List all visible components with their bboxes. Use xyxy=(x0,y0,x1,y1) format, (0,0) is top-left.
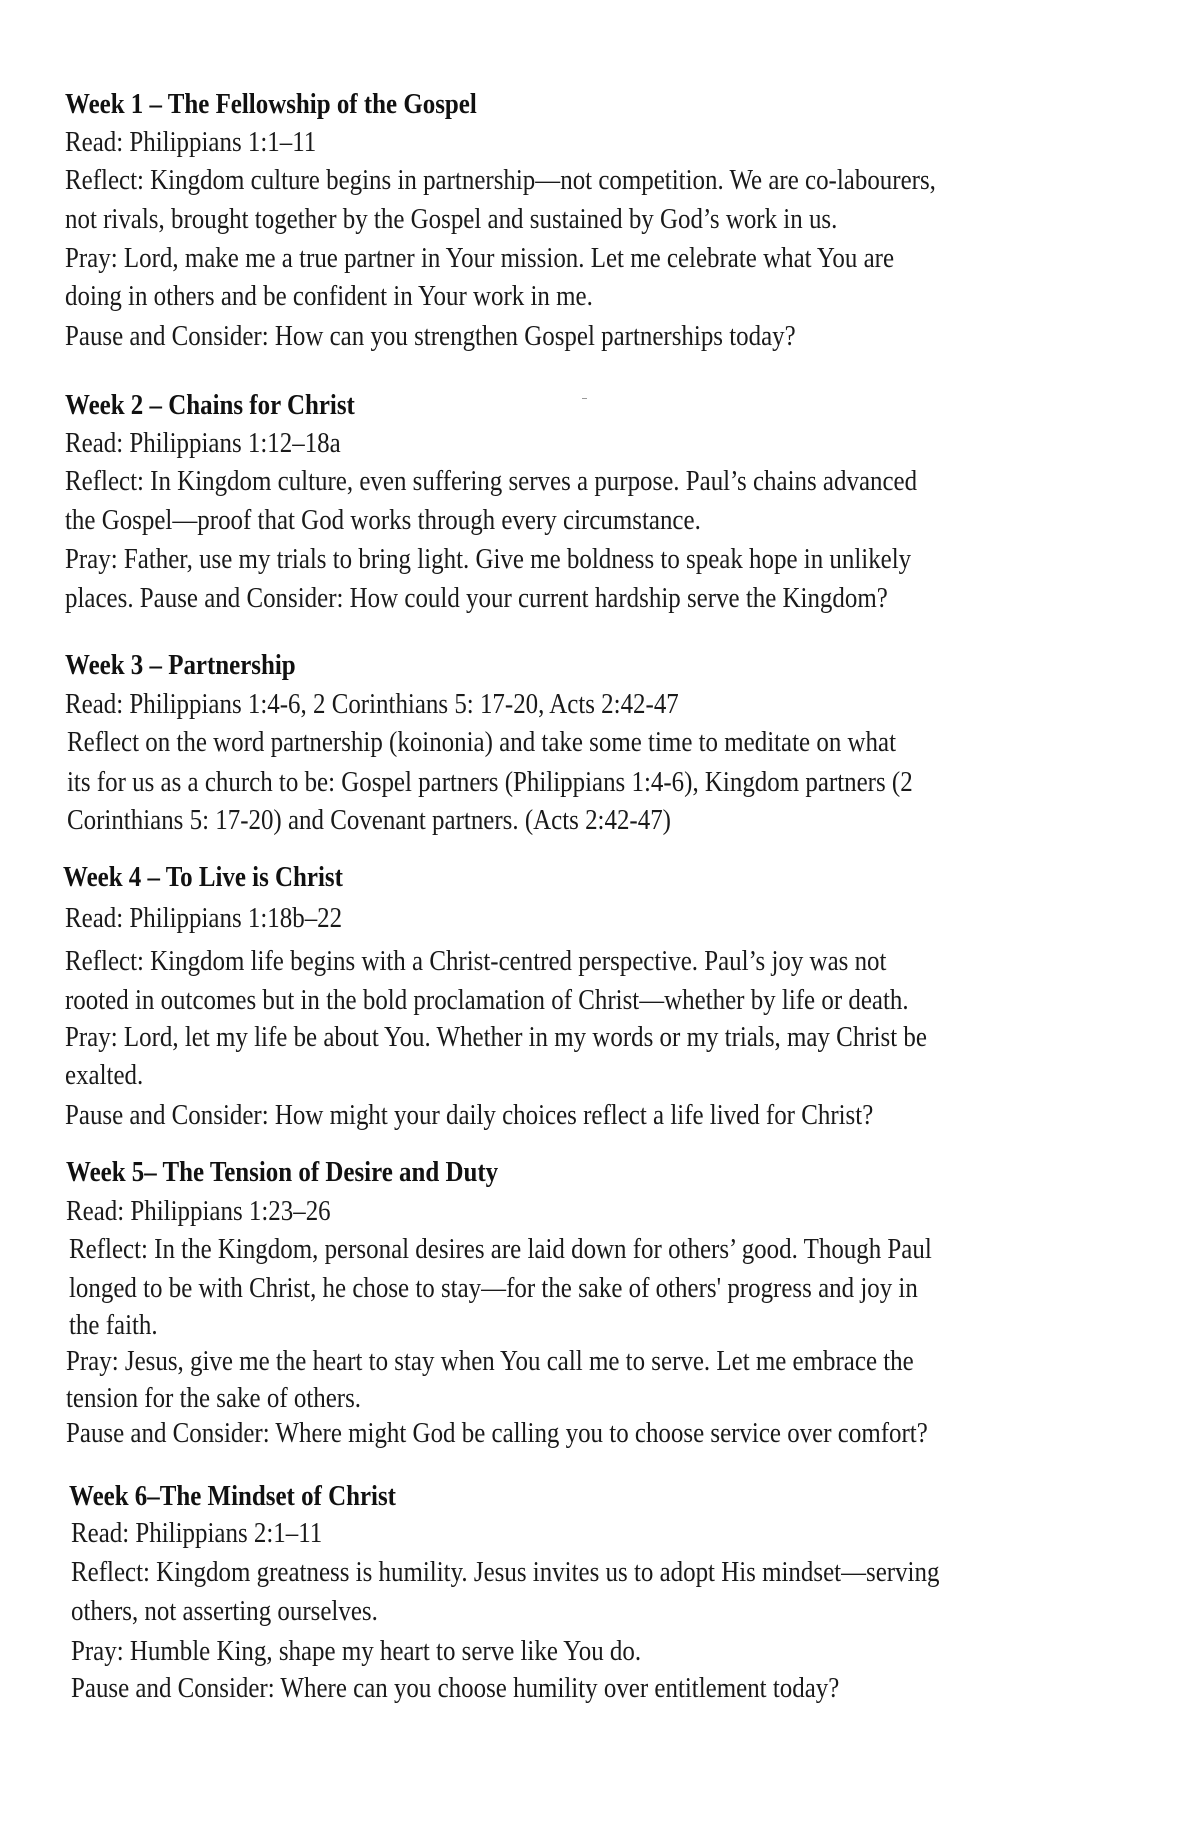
reflect-line: Reflect on the word partnership (koinonia) and take some time to meditate on what xyxy=(67,726,897,758)
read-line: Read: Philippians 1:18b–22 xyxy=(65,902,343,934)
week-heading: Week 6–The Mindset of Christ xyxy=(69,1480,396,1512)
week-heading: Week 1 – The Fellowship of the Gospel xyxy=(65,88,477,120)
read-line: Read: Philippians 2:1–11 xyxy=(71,1517,323,1549)
reflect-line: rooted in outcomes but in the bold proclamation of Christ—whether by life or death. xyxy=(65,984,909,1016)
reflect-line: Reflect: In the Kingdom, personal desires are laid down for others’ good. Though Paul xyxy=(69,1233,932,1265)
reflect-line: the Gospel—proof that God works through every circumstance. xyxy=(65,504,701,536)
read-line: Read: Philippians 1:1–11 xyxy=(65,126,317,158)
reflect-line: Corinthians 5: 17-20) and Covenant partners. (Acts 2:42-47) xyxy=(67,804,671,836)
reflect-line: Reflect: Kingdom life begins with a Christ-centred perspective. Paul’s joy was not xyxy=(65,945,887,977)
reflect-line: Reflect: Kingdom greatness is humility. Jesus invites us to adopt His mindset—serving xyxy=(71,1556,940,1588)
pray-line: Pray: Humble King, shape my heart to serve like You do. xyxy=(71,1635,642,1667)
pray-line: exalted. xyxy=(65,1059,144,1091)
consider-line: Pause and Consider: Where might God be calling you to choose service over comfort? xyxy=(66,1417,928,1449)
consider-line: Pause and Consider: How might your daily choices reflect a life lived for Christ? xyxy=(65,1099,874,1131)
consider-line: Pause and Consider: How can you strengthen Gospel partnerships today? xyxy=(65,320,796,352)
reflect-line: Reflect: In Kingdom culture, even suffering serves a purpose. Paul’s chains advanced xyxy=(65,465,918,497)
reflect-line: the faith. xyxy=(69,1309,158,1341)
reflect-line: its for us as a church to be: Gospel partners (Philippians 1:4-6), Kingdom partners (2 xyxy=(67,766,913,798)
pray-line: Pray: Father, use my trials to bring light. Give me boldness to speak hope in unlikely xyxy=(65,543,912,575)
reflect-line: Reflect: Kingdom culture begins in partnership—not competition. We are co-labourers, xyxy=(65,164,936,196)
pray-line: tension for the sake of others. xyxy=(66,1382,362,1414)
stray-mark xyxy=(582,398,587,399)
read-line: Read: Philippians 1:12–18a xyxy=(65,427,341,459)
pray-line: Pray: Jesus, give me the heart to stay when You call me to serve. Let me embrace the xyxy=(66,1345,914,1377)
pray-line: Pray: Lord, make me a true partner in Your mission. Let me celebrate what You are xyxy=(65,242,895,274)
pray-line: places. Pause and Consider: How could your current hardship serve the Kingdom? xyxy=(65,582,888,614)
read-line: Read: Philippians 1:4-6, 2 Corinthians 5: 17-20, Acts 2:42-47 xyxy=(65,688,679,720)
pray-line: Pray: Lord, let my life be about You. Whether in my words or my trials, may Christ be xyxy=(65,1021,927,1053)
reflect-line: not rivals, brought together by the Gospel and sustained by God’s work in us. xyxy=(65,203,838,235)
pray-line: doing in others and be confident in Your work in me. xyxy=(65,280,593,312)
week-heading: Week 3 – Partnership xyxy=(65,649,296,681)
week-heading: Week 4 – To Live is Christ xyxy=(63,861,343,893)
consider-line: Pause and Consider: Where can you choose humility over entitlement today? xyxy=(71,1672,840,1704)
reflect-line: others, not asserting ourselves. xyxy=(71,1595,378,1627)
reflect-line: longed to be with Christ, he chose to stay—for the sake of others' progress and joy in xyxy=(69,1272,918,1304)
read-line: Read: Philippians 1:23–26 xyxy=(66,1195,331,1227)
week-heading: Week 2 – Chains for Christ xyxy=(65,389,355,421)
week-heading: Week 5– The Tension of Desire and Duty xyxy=(66,1156,499,1188)
